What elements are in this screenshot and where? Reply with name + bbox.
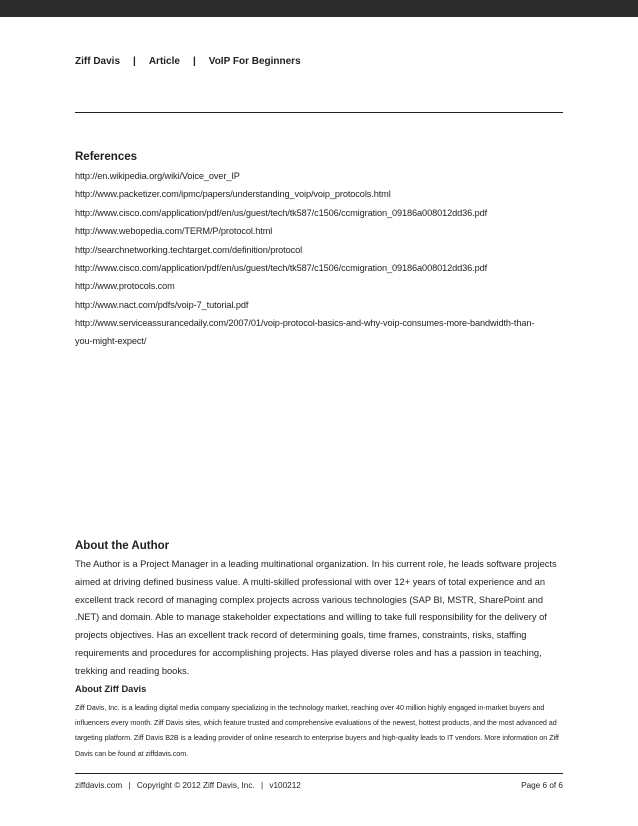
header-separator: | — [133, 56, 136, 67]
top-bar — [0, 0, 638, 17]
footer-separator: | — [260, 781, 264, 790]
footer-divider — [75, 773, 563, 774]
header-divider — [75, 112, 563, 113]
reference-link[interactable]: http://www.nact.com/pdfs/voip-7_tutorial.pdf — [75, 299, 249, 310]
about-ziff-davis-heading: About Ziff Davis — [75, 684, 147, 694]
reference-link[interactable]: http://www.serviceassurancedaily.com/2007/01/voip-protocol-basics-and-why-voip-consumes-more-bandwidth-than-you-might-expect/ — [75, 318, 535, 347]
page-footer — [75, 781, 563, 790]
references-section — [75, 151, 570, 350]
about-ziff-davis-body: Ziff Davis, Inc. is a leading digital media company specializing in the technology market, reaching over 40 million highly engaged in-market buyers and influencers every month. Ziff Davis sites, which feature trusted and comprehensive evaluations of the newest, hottest products, and the most advanced ad targeting platform. Ziff Davis B2B is a leading provider of online research to enterprise buyers and high-quality leads to IT vendors. More information on Ziff Davis can be found at ziffdavis.com. — [75, 703, 559, 758]
brand-name: Ziff Davis — [75, 56, 121, 67]
footer-info — [75, 781, 301, 790]
reference-link[interactable]: http://searchnetworking.techtarget.com/definition/protocol — [75, 244, 303, 255]
page-number: Page 6 of 6 — [521, 781, 563, 790]
footer-version: v100212 — [269, 781, 301, 790]
section-label: Article — [148, 56, 180, 67]
about-ziff-davis-section — [75, 684, 565, 761]
references-heading: References — [75, 151, 138, 163]
reference-link[interactable]: http://www.packetizer.com/ipmc/papers/understanding_voip/voip_protocols.html — [75, 189, 391, 200]
reference-link[interactable]: http://www.cisco.com/application/pdf/en/us/guest/tech/tk587/c1506/ccmigration_09186a008012dd36.pdf — [75, 207, 488, 218]
page-header — [75, 56, 563, 67]
reference-link[interactable]: http://en.wikipedia.org/wiki/Voice_over_IP — [75, 171, 240, 181]
about-author-heading: About the Author — [75, 540, 170, 552]
reference-link[interactable]: http://www.webopedia.com/TERM/P/protocol.html — [75, 226, 273, 237]
footer-site-link[interactable]: ziffdavis.com — [75, 781, 123, 790]
reference-link[interactable]: http://www.protocols.com — [75, 281, 175, 292]
header-separator: | — [192, 56, 196, 67]
footer-copyright: Copyright © 2012 Ziff Davis, Inc. — [136, 781, 255, 790]
footer-separator: | — [128, 781, 131, 790]
about-author-body: The Author is a Project Manager in a leading multinational organization. In his current role, he leads software projects aimed at driving defined business value. A multi-skilled professional with over 12+ years of total experience and an excellent track record of managing complex projects across various technologies (SAP BI, MSTR, SharePoint and .NET) and domain. Able to manage stakeholder expectations and willing to take full responsibility for the delivery of projects objectives. Has an excellent track record of determining goals, time frames, constraints, risks, staffing requirements and procedures for accomplishing projects. Has played diverse roles and has a passion in teaching, trekking and reading books. — [75, 559, 557, 676]
document-title: VoIP For Beginners — [208, 56, 301, 67]
reference-link[interactable]: http://www.cisco.com/application/pdf/en/us/guest/tech/tk587/c1506/ccmigration_09186a008012dd36.pdf — [75, 263, 488, 274]
about-author-section — [75, 540, 565, 681]
